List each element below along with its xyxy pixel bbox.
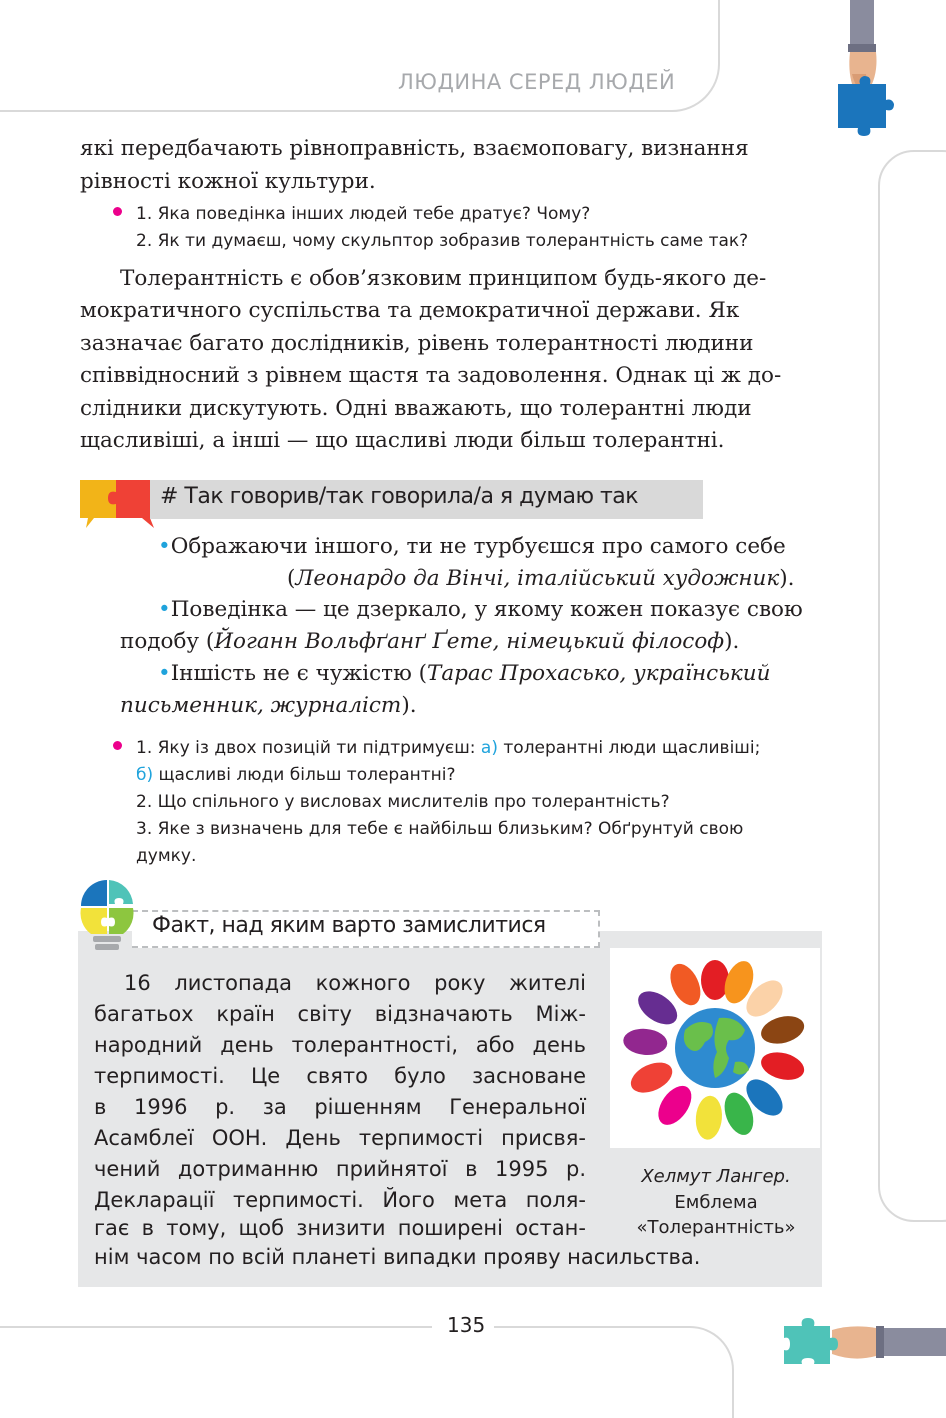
fact-line-4: терпимості. Це свято було засноване: [94, 1064, 586, 1088]
option-a: а): [480, 738, 498, 758]
option-b-text: щасливі люди більш толерантні?: [153, 765, 456, 785]
quote-2-text: Поведінка — це дзеркало, у якому кожен показує свою: [170, 597, 803, 622]
question-bullet: [113, 207, 122, 216]
emblem-image: [610, 948, 820, 1148]
quote-2-text-b: подобу (: [120, 629, 215, 654]
page-frame-top: [0, 0, 720, 112]
option-b: б): [136, 765, 154, 785]
question-2-1-cont: [136, 762, 846, 789]
quote-2-attribution: подобу (Йоганн Вольфґанґ Ґете, німецький філософ).: [120, 629, 740, 654]
question-1: 1. Яка поведінка інших людей тебе дратує? Чому?: [136, 204, 591, 224]
quote-3-author-b: письменник, журналіст: [120, 693, 402, 718]
fact-line-7: чений дотриманню прийнятої в 1995 р.: [94, 1157, 586, 1181]
question-2: 2. Як ти думаєш, чому скульптор зобразив толерантність саме так?: [136, 231, 749, 251]
emblem-caption-line-2: «Толерантність»: [636, 1217, 796, 1238]
question-2-1: [136, 735, 846, 762]
paragraph-line-3: зазначає багато дослідників, рівень толерантності людини: [80, 331, 754, 356]
quote-bullet-icon: •: [158, 597, 171, 622]
quote-3-author-a: Тарас Прохасько, український: [427, 661, 771, 686]
intro-line-1: які передбачають рівноправність, взаємоповагу, визнання: [80, 136, 749, 161]
quote-2-author: Йоганн Вольфґанґ Ґете, німецький філософ: [214, 629, 725, 654]
fact-line-5: в 1996 р. за рішенням Генеральної: [94, 1095, 586, 1119]
quote-3-attribution: письменник, журналіст).: [120, 693, 417, 718]
quote-bullet-icon: •: [158, 534, 171, 559]
fact-line-3: народний день толерантності, або день: [94, 1033, 586, 1057]
question-2-2: 2. Що спільного у висловах мислителів про толерантність?: [136, 792, 670, 812]
quote-3-text: Іншість не є чужістю (: [170, 661, 428, 686]
quote-bullet-icon: •: [158, 661, 171, 686]
question-2-3: 3. Яке з визначень для тебе є найбільш близьким? Обґрунтуй свою: [136, 819, 744, 839]
fact-line-2: багатьох країн світу відзначають Між-: [94, 1002, 586, 1026]
question-bullet: [113, 741, 122, 750]
emblem-caption-line-1: Емблема: [674, 1192, 758, 1213]
page-frame-bottom-right: [494, 1326, 734, 1418]
emblem-caption-author: Хелмут Лангер.: [641, 1166, 791, 1187]
paragraph-line-6: щасливіші, а інші — що щасливі люди більш толерантні.: [80, 428, 725, 453]
quote-1-attribution: (Леонардо да Вінчі, італійський художник).: [287, 566, 795, 591]
fact-line-1: 16 листопада кожного року жителі: [124, 971, 586, 995]
quote-3: [158, 658, 770, 690]
quote-1-text: Ображаючи іншого, ти не турбуєшся про самого себе: [170, 534, 786, 559]
running-header: ЛЮДИНА СЕРЕД ЛЮДЕЙ: [398, 70, 676, 94]
fact-line-6: Асамблеї ООН. День терпимості присвя-: [94, 1126, 586, 1150]
option-a-text: толерантні люди щасливіші;: [497, 738, 761, 758]
page-number: 135: [447, 1313, 486, 1337]
page-frame-right: [878, 150, 946, 1222]
fact-line-10: нім часом по всій планеті випадки прояву насильства.: [94, 1245, 701, 1269]
lightbulb-puzzle-icon: [79, 878, 137, 956]
quote-1-author: Леонардо да Вінчі, італійський художник: [295, 566, 780, 591]
fact-line-8: Декларації терпимості. Його мета поля-: [94, 1188, 586, 1212]
paragraph-line-1: Толерантність є обов’язковим принципом будь-якого де-: [120, 266, 767, 291]
question-2-3-cont: думку.: [136, 846, 197, 866]
tolerance-emblem-icon: [610, 948, 820, 1148]
paragraph-line-2: мократичного суспільства та демократичної держави. Як: [80, 298, 740, 323]
intro-line-2: рівності кожної культури.: [80, 169, 376, 194]
paragraph-line-5: слідники дискутують. Одні вважають, що толерантні люди: [80, 396, 752, 421]
paragraph-line-4: співвідносний з рівнем щастя та задоволення. Однак ці ж до-: [80, 363, 782, 388]
hand-puzzle-top-icon: [836, 0, 896, 146]
fact-line-9: гає в тому, щоб знизити поширені остан-: [94, 1216, 586, 1240]
section-title: # Так говорив/так говорила/а я думаю так: [160, 484, 639, 509]
page-frame-bottom-left: [0, 1326, 432, 1328]
speech-puzzle-icon: [80, 478, 156, 530]
quote-2: [158, 594, 803, 626]
quote-1: [158, 531, 786, 563]
question-2-1-text: 1. Яку із двох позицій ти підтримуєш:: [136, 738, 481, 758]
fact-label: Факт, над яким варто замислитися: [152, 913, 546, 938]
hand-puzzle-bottom-icon: [782, 1318, 946, 1368]
